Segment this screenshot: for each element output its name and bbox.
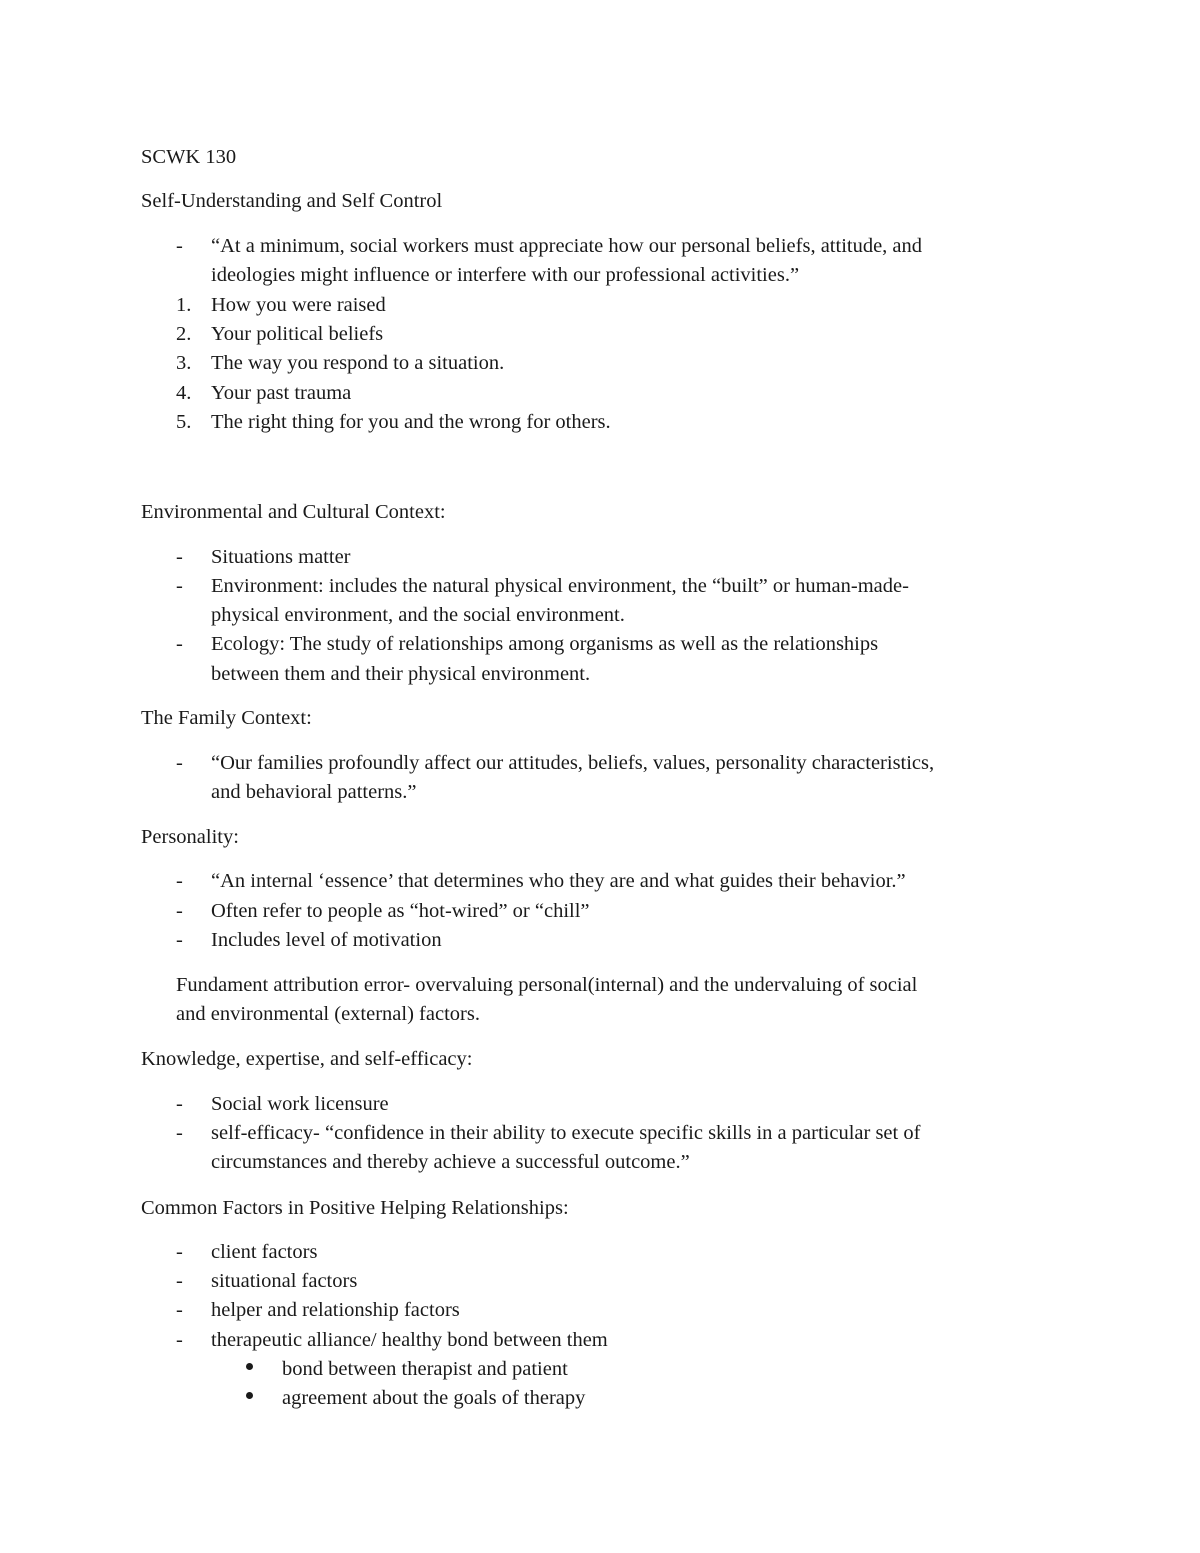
bullet-text: therapeutic alliance/ healthy bond between them [211, 1329, 608, 1351]
bullet-text: client factors [211, 1241, 318, 1263]
dash-bullet: - [176, 900, 183, 922]
bullet-text: Often refer to people as “hot-wired” or “chill” [211, 900, 590, 922]
dash-bullet: - [176, 1329, 183, 1351]
bullet-text: circumstances and thereby achieve a successful outcome.” [211, 1151, 690, 1173]
bullet-text: “An internal ‘essence’ that determines who they are and what guides their behavior.” [211, 870, 906, 892]
section-heading-family: The Family Context: [141, 707, 312, 729]
dash-bullet: - [176, 1299, 183, 1321]
bullet-text: helper and relationship factors [211, 1299, 460, 1321]
bullet-text: self-efficacy- “confidence in their ability to execute specific skills in a particular set of [211, 1122, 921, 1144]
section-heading-knowledge: Knowledge, expertise, and self-efficacy: [141, 1048, 473, 1070]
bullet-text: physical environment, and the social environment. [211, 604, 625, 626]
list-number: 2. [176, 323, 192, 345]
bullet-text: Environment: includes the natural physical environment, the “built” or human-made- [211, 575, 909, 597]
dash-bullet: - [176, 1122, 183, 1144]
bullet-text: between them and their physical environment. [211, 663, 591, 685]
dash-bullet: - [176, 1093, 183, 1115]
section-heading-personality: Personality: [141, 826, 239, 848]
quote-line: ideologies might influence or interfere with our professional activities.” [211, 264, 800, 286]
dash-bullet: - [176, 235, 183, 257]
dash-bullet: - [176, 546, 183, 568]
section-heading-self-understanding: Self-Understanding and Self Control [141, 190, 443, 212]
dash-bullet: - [176, 575, 183, 597]
bullet-text: Includes level of motivation [211, 929, 442, 951]
dash-bullet: - [176, 633, 183, 655]
list-item: The right thing for you and the wrong for others. [211, 411, 611, 433]
sub-bullet-text: bond between therapist and patient [282, 1358, 568, 1380]
bullet-text: “Our families profoundly affect our attitudes, beliefs, values, personality characteristics, [211, 752, 935, 774]
quote-line: “At a minimum, social workers must appreciate how our personal beliefs, attitude, and [211, 235, 923, 257]
bullet-text: Ecology: The study of relationships among organisms as well as the relationships [211, 633, 879, 655]
round-bullet-icon [246, 1392, 253, 1399]
dash-bullet: - [176, 1270, 183, 1292]
section-heading-environmental: Environmental and Cultural Context: [141, 501, 446, 523]
dash-bullet: - [176, 929, 183, 951]
bullet-text: Situations matter [211, 546, 351, 568]
bullet-text: Social work licensure [211, 1093, 389, 1115]
dash-bullet: - [176, 870, 183, 892]
list-item: How you were raised [211, 294, 386, 316]
list-item: The way you respond to a situation. [211, 352, 505, 374]
section-heading-common-factors: Common Factors in Positive Helping Relationships: [141, 1197, 569, 1219]
course-title: SCWK 130 [141, 146, 237, 168]
bullet-text: and behavioral patterns.” [211, 781, 417, 803]
list-number: 4. [176, 382, 192, 404]
bullet-text: situational factors [211, 1270, 358, 1292]
dash-bullet: - [176, 1241, 183, 1263]
list-number: 5. [176, 411, 192, 433]
list-number: 3. [176, 352, 192, 374]
list-item: Your past trauma [211, 382, 352, 404]
paragraph-text: and environmental (external) factors. [176, 1003, 480, 1025]
list-item: Your political beliefs [211, 323, 384, 345]
paragraph-text: Fundament attribution error- overvaluing personal(internal) and the undervaluing of social [176, 974, 918, 996]
sub-bullet-text: agreement about the goals of therapy [282, 1387, 586, 1409]
dash-bullet: - [176, 752, 183, 774]
list-number: 1. [176, 294, 192, 316]
round-bullet-icon [246, 1363, 253, 1370]
